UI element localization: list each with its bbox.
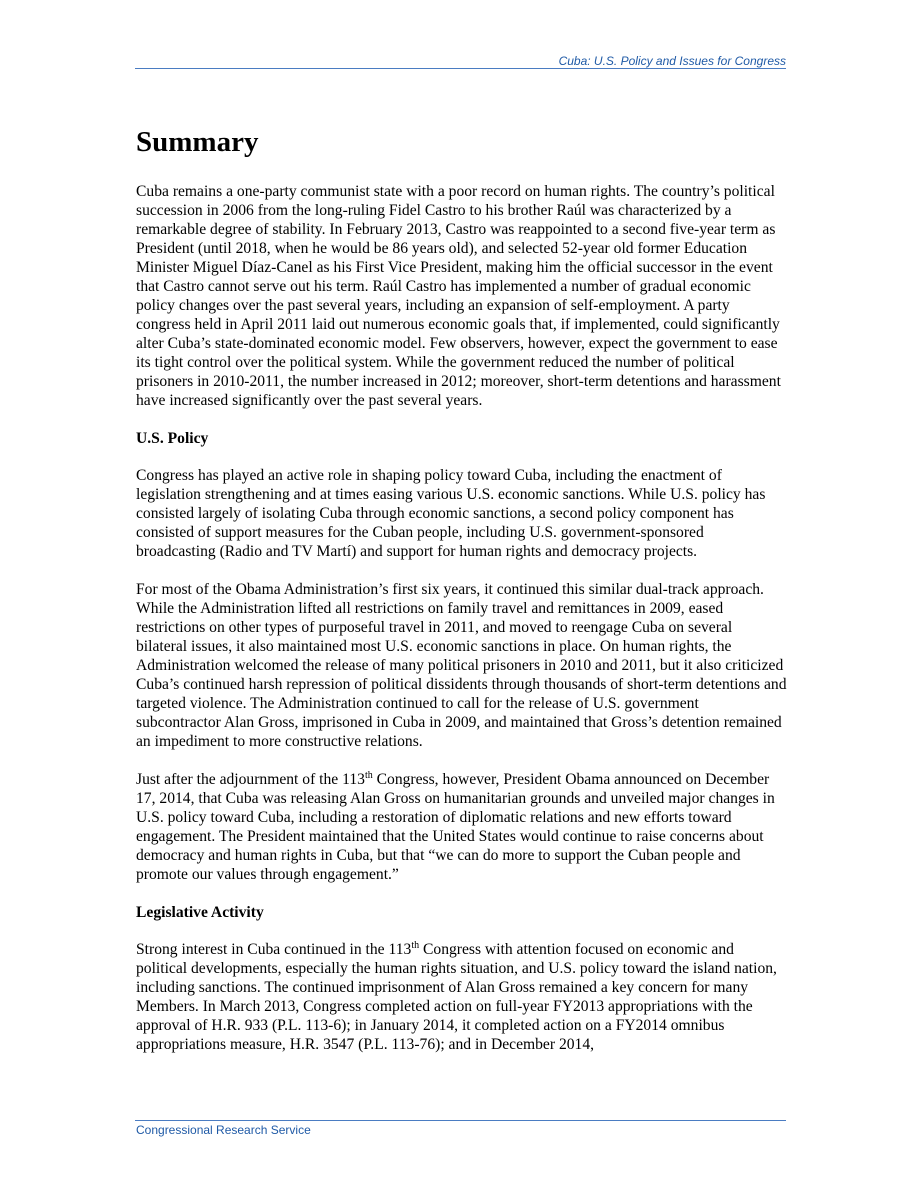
paragraph-4-lead: Just after the adjournment of the 113 xyxy=(136,771,365,788)
page-content xyxy=(136,124,787,1073)
paragraph-5-lead: Strong interest in Cuba continued in the 113 xyxy=(136,941,412,958)
running-header: Cuba: U.S. Policy and Issues for Congress xyxy=(558,54,786,68)
summary-paragraph-2: Congress has played an active role in shaping policy toward Cuba, including the enactment of legislation strengthening and at times easing various U.S. economic sanctions. While U.S. policy has consisted largely of isolating Cuba through economic sanctions, a second policy component has consisted of support measures for the Cuban people, including U.S. government-sponsored broadcasting (Radio and TV Martí) and support for human rights and democracy projects. xyxy=(136,467,766,560)
paragraph-4-rest: Congress, however, President Obama announced on December 17, 2014, that Cuba was releasing Alan Gross on humanitarian grounds and unveiled major changes in U.S. policy toward Cuba, including a restoration of diplomatic relations and new efforts toward engagement. The President maintained that the United States would continue to raise concerns about democracy and human rights in Cuba, but that “we can do more to support the Cuban people and promote our values through engagement.” xyxy=(136,771,775,883)
running-footer: Congressional Research Service xyxy=(136,1123,311,1137)
summary-paragraph-3: For most of the Obama Administration’s first six years, it continued this similar dual-track approach. While the Administration lifted all restrictions on family travel and remittances in 2009, eased restrictions on other types of purposeful travel in 2011, and moved to reengage Cuba on several bilateral issues, it also maintained most U.S. economic sanctions in place. On human rights, the Administration welcomed the release of many political prisoners in 2010 and 2011, but it also criticized Cuba’s continued harsh repression of political dissidents through thousands of short-term detentions and targeted violence. The Administration continued to call for the release of U.S. government subcontractor Alan Gross, imprisoned in Cuba in 2009, and maintained that Gross’s detention remained an impediment to more constructive relations. xyxy=(136,581,787,750)
footer-rule xyxy=(135,1120,786,1121)
header-rule xyxy=(135,68,786,69)
summary-paragraph-1: Cuba remains a one-party communist state with a poor record on human rights. The country’s political succession in 2006 from the long-ruling Fidel Castro to his brother Raúl was characterized by a remarkable degree of stability. In February 2013, Castro was reappointed to a second five-year term as President (until 2018, when he would be 86 years old), and selected 52-year old former Education Minister Miguel Díaz-Canel as his First Vice President, making him the official successor in the event that Castro cannot serve out his term. Raúl Castro has implemented a number of gradual economic policy changes over the past several years, including an expansion of self-employment. A party congress held in April 2011 laid out numerous economic goals that, if implemented, could significantly alter Cuba’s state-dominated economic model. Few observers, however, expect the government to ease its tight control over the political system. While the government reduced the number of political prisoners in 2010-2011, the number increased in 2012; moreover, short-term detentions and harassment have increased significantly over the past several years. xyxy=(136,183,781,409)
ordinal-suffix: th xyxy=(364,770,373,781)
summary-paragraph-4 xyxy=(136,770,787,884)
subheading-us-policy: U.S. Policy xyxy=(136,430,209,447)
summary-paragraph-5 xyxy=(136,940,787,1054)
page-title: Summary xyxy=(136,126,259,158)
ordinal-suffix: th xyxy=(411,940,420,951)
subheading-legislative-activity: Legislative Activity xyxy=(136,904,264,921)
paragraph-5-rest: Congress with attention focused on economic and political developments, especially the human rights situation, and U.S. policy toward the island nation, including sanctions. The continued imprisonment of Alan Gross remained a key concern for many Members. In March 2013, Congress completed action on full-year FY2013 appropriations with the approval of H.R. 933 (P.L. 113-6); in January 2014, it completed action on a FY2014 omnibus appropriations measure, H.R. 3547 (P.L. 113-76); and in December 2014, xyxy=(136,941,777,1053)
